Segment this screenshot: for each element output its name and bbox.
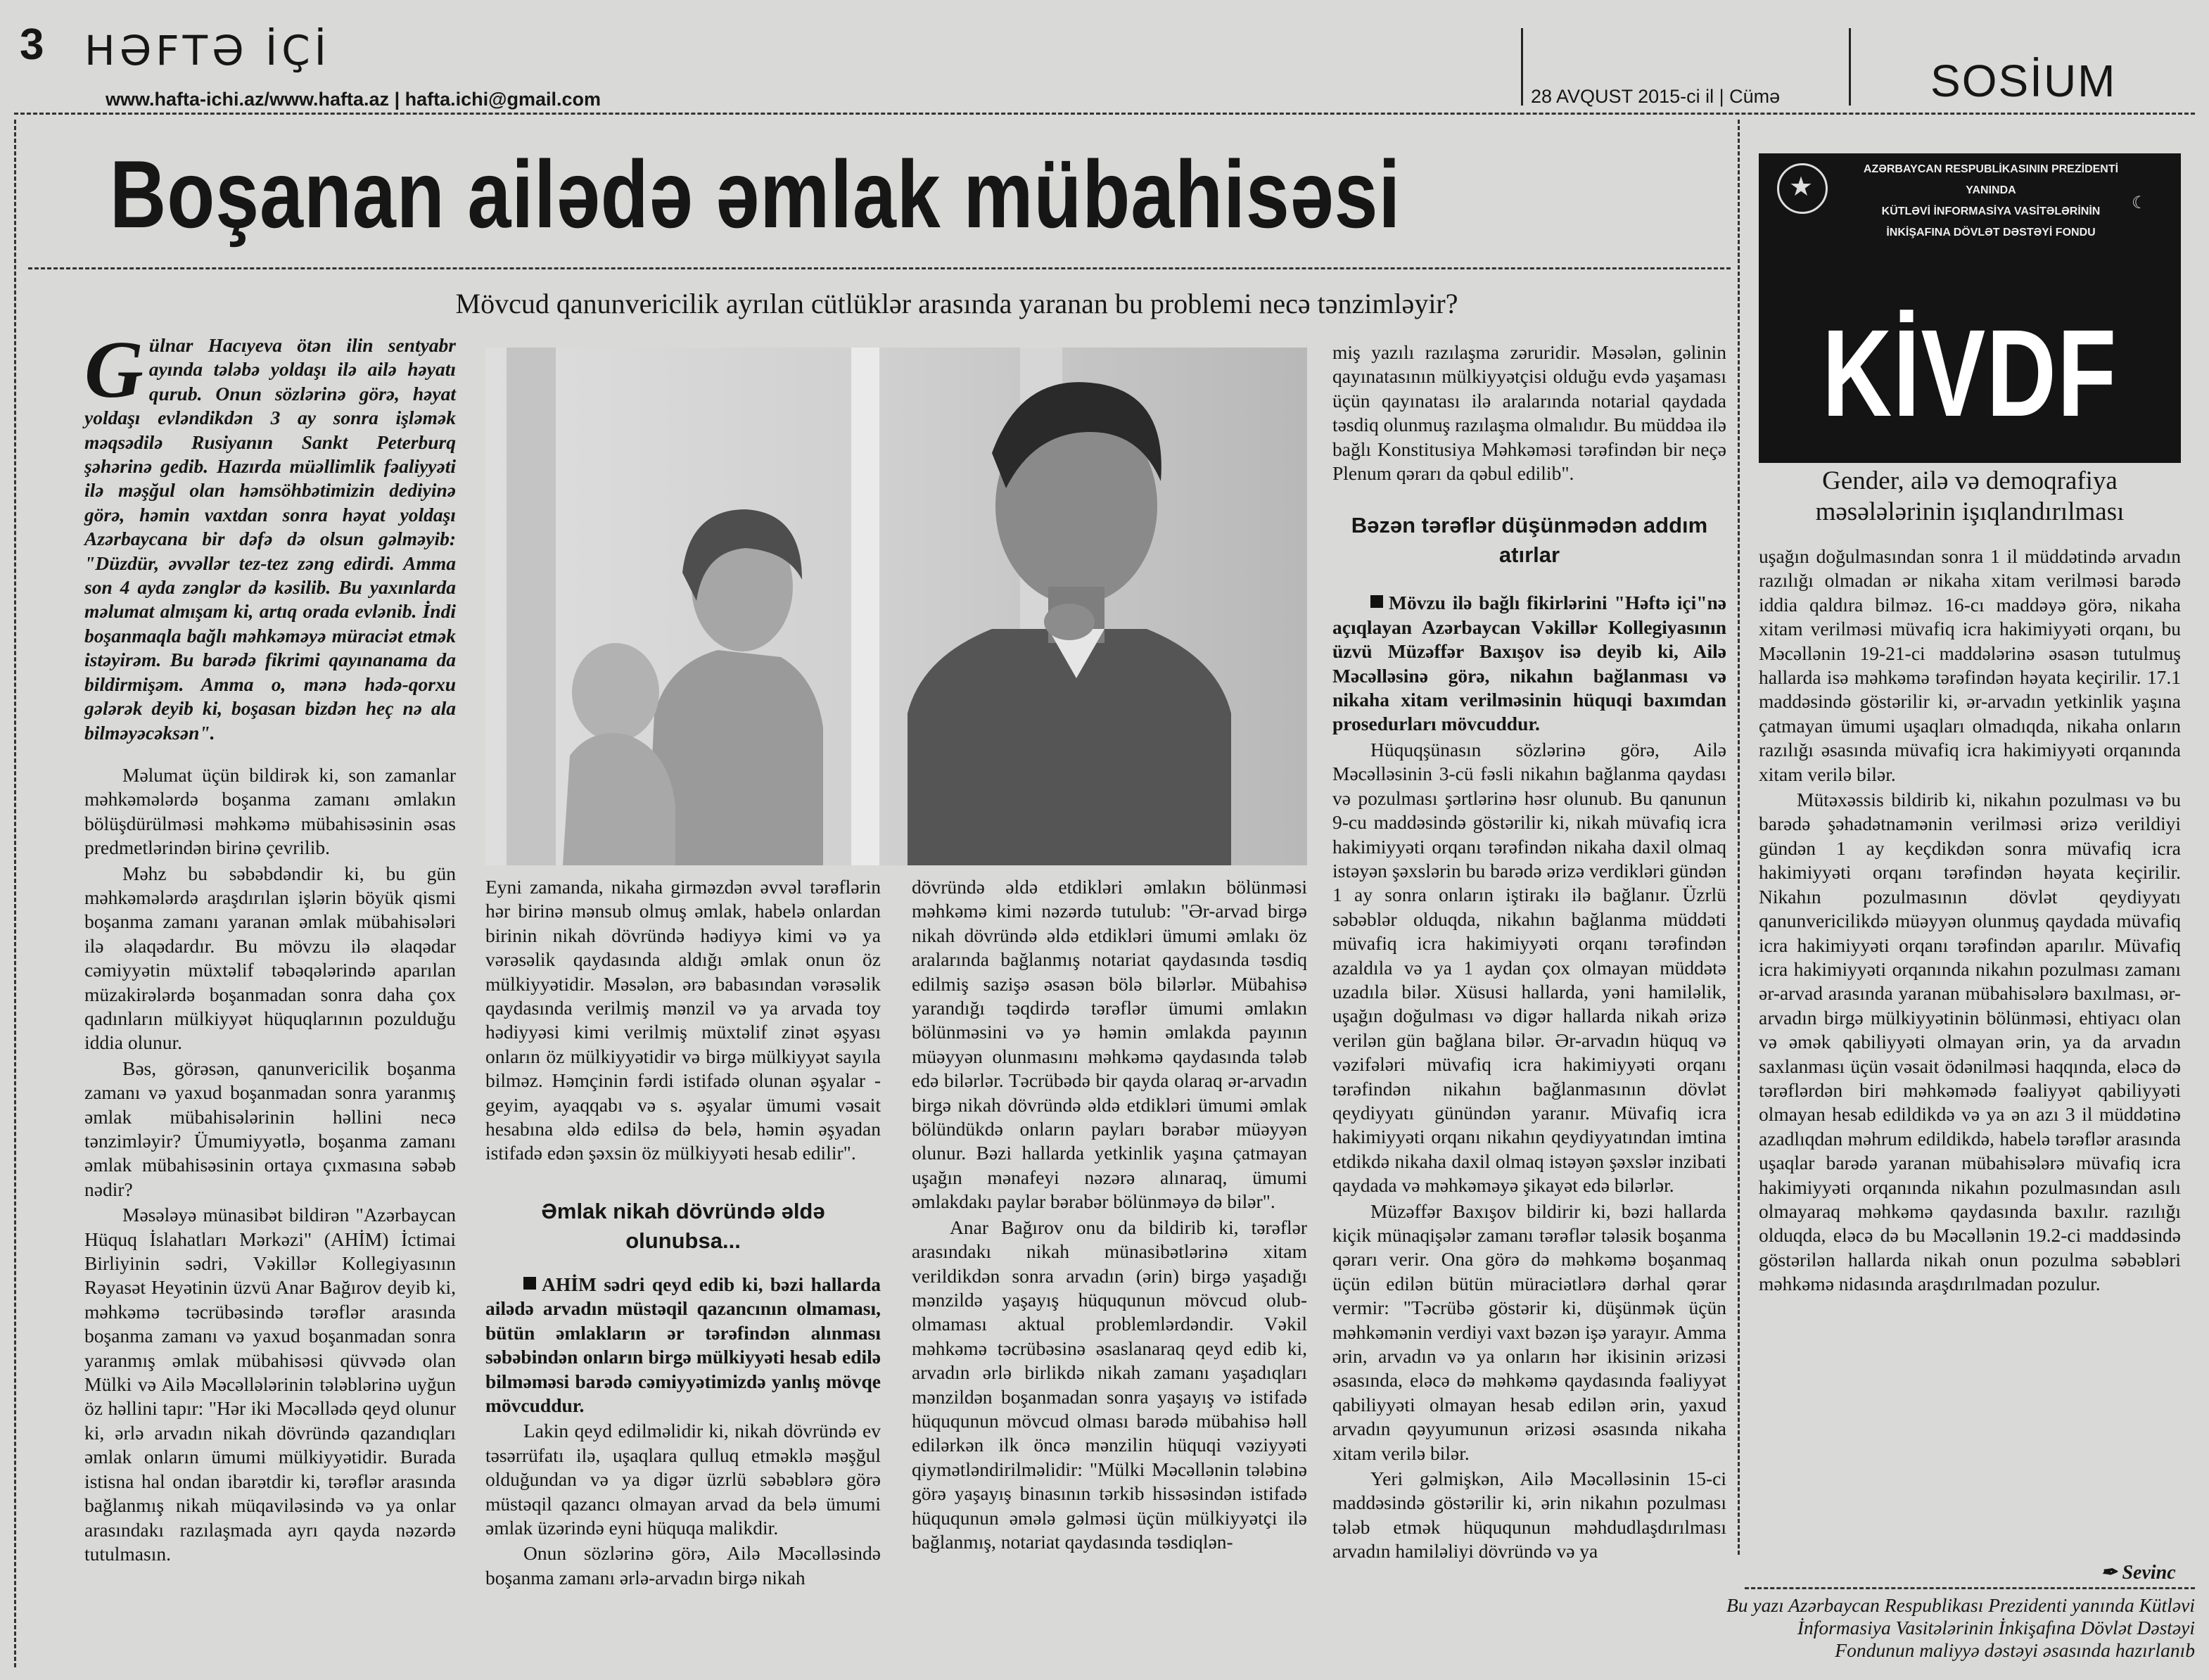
bold-paragraph-text: AHİM sədri qeyd edib ki, bəzi hallarda ailədə arvadın müstəqil qazancının olmaması, bütün əmlakların ər tərəfindən alınması səbəbindən onların birgə mülkiyyəti hesab edilə bilməməsi barədə cəmiyyətimizdə yanlış mövqe mövcuddur. — [485, 1273, 881, 1416]
header-divider — [1521, 28, 1523, 106]
body-paragraph: Yeri gəlmişkən, Ailə Məcəlləsinin 15-ci maddəsində göstərilir ki, ərin nikahın pozulması tələb etmək hüququnun məhdudlaşdırılması arvadın hamiləliyi dövründə və ya — [1332, 1468, 1726, 1563]
page-dashed-border — [14, 120, 16, 1667]
article-headline: Boşanan ailədə əmlak mübahisəsi — [109, 141, 1401, 248]
drop-cap: G — [84, 325, 144, 415]
newspaper-brand: HƏFTƏ İÇİ — [84, 27, 331, 75]
kivdf-organization — [1850, 159, 2132, 243]
article-column-1 — [84, 325, 456, 1566]
bullet-square-icon — [523, 1277, 536, 1290]
pen-icon: ✒ — [2101, 1562, 2122, 1584]
kivdf-org-line: KÜTLƏVİ İNFORMASİYA VASİTƏLƏRİNİN — [1881, 205, 2101, 217]
body-paragraph: Məlumat üçün bildirək ki, son zamanlar məhkəmələrdə boşanma zamanı əmlakın bölüşdürülməsi məhkəmə mübahisəsinin əsas predmetlərindən birinə çevrilib. — [84, 763, 456, 859]
crescent-icon: ☾ — [2132, 194, 2147, 212]
kivdf-title: KİVDF — [1822, 305, 2118, 443]
body-paragraph: Bəs, görəsən, qanunvericilik boşanma zamanı və yaxud boşanmadan sonra yaranmış əmlak mübahisələrinin həllini necə tənzimləyir? Ümumiyyətlə, boşanma zamanı əmlak mübahisəsinin ortaya çıxmasına səbəb nədir? — [84, 1057, 456, 1200]
article-photo — [485, 348, 1307, 865]
article-column-5 — [1759, 545, 2181, 1297]
article-column-2 — [485, 875, 881, 1590]
kivdf-org-line: İNKİŞAFINA DÖVLƏT DƏSTƏYİ FONDU — [1886, 227, 2096, 238]
body-paragraph: Mütəxəssis bildirib ki, nikahın pozulması və bu barədə şəhadətnamənin verilməsi ərizə verildiyi gündən 1 ay keçdikdən sonra müvafiq icra hakimiyyəti orqanı tərəfindən həyata keçirilir. Nikahın pozulmasının dövlət qeydiyyatı qanunvericilikdə müəyyən olunmuş qaydada müvafiq icra hakimiyyəti orqanı tərəfindən aparılır. Müvafiq icra hakimiyyəti orqanında nikahın pozulması zamanı ər-arvad arasında yaranan mübahisələrə baxılması, ər-arvadın birgə mülkiyyətinin bölünməsi, ehtiyacı olan və əmək qabiliyyəti olmayan ərin, ya da arvadın saxlanması üçün vəsait ödənilməsi haqqında, eləcə də tərəflərdən biri məhkəmədə fəaliyyət qabiliyyəti olmayan hesab edildikdə və ya ən azı 3 il müddətinə azadlıqdan məhrum edildikdə, habelə tərəflər arasında uşaqlar barədə yaranan mübahisələrə müvafiq icra hakimiyyəti orqanında nikahın pozulmasından asılı olmayaraq məhkəmə qaydasında baxılır. razılığı olduqda, eləcə də bu Məcəllənin 19.2-ci maddəsində göstərilən hallarda nikah onun pozulma səbəbləri məhkəmə nidasında araşdırılmadan pozulur. — [1759, 789, 2181, 1295]
bold-paragraph — [1332, 591, 1726, 736]
newspaper-urls[interactable]: www.hafta-ichi.az/www.hafta.az | hafta.ichi@gmail.com — [106, 89, 601, 110]
section-name: SOSİUM — [1930, 56, 2117, 106]
body-paragraph: Onun sözlərinə görə, Ailə Məcəlləsində boşanma zamanı ərlə-arvadın birgə nikah — [485, 1542, 881, 1589]
body-paragraph: miş yazılı razılaşma zəruridir. Məsələn, gəlinin qayınatasının mülkiyyətçisi olduğu evdə yaşaması üçün qayınatası ilə aralarında notarial qaydada təsdiq olunmuş razılaşma olmalıdır. Bu müddəa ilə bağlı Konstitusiya Məhkəməsi tərəfindən bir neçə Plenum qərarı da qəbul edilib". — [1332, 341, 1726, 485]
author-signature — [2101, 1560, 2176, 1584]
bold-paragraph-text: Mövzu ilə bağlı fikirlərini "Həftə içi"nə açıqlayan Azərbaycan Vəkillər Kollegiyasının üzvü Müzəffər Baxışov isə deyib ki, Ailə Məcəlləsinə görə, nikahın bağlanması və nikaha xitam verilməsinin hüquqi baxımdan prosedurları mövcuddur. — [1332, 592, 1726, 735]
article-column-3 — [912, 875, 1307, 1554]
funding-footnote: Bu yazı Azərbaycan Respublikası Prezidenti yanında Kütləvi İnformasiya Vasitələrinin İnkişafına Dövlət Dəstəyi Fondunun maliyyə dəstəyi əsasında hazırlanıb — [1726, 1594, 2195, 1661]
body-paragraph: Məhz bu səbəbdəndir ki, bu gün məhkəmələrdə araşdırılan işlərin böyük qismi boşanma zamanı yaranan əmlak mübahisələri ilə əlaqədardır. Bu mövzu ilə əlaqədar cəmiyyətin müxtəlif təbəqələrində aparılan müzakirələrdə boşanmadan sonra daha çox qadınların mülkiyyət hüquqlarının pozulduğu iddia olunur. — [84, 862, 456, 1054]
bold-paragraph — [485, 1273, 881, 1418]
body-paragraph: Hüquqşünasın sözlərinə görə, Ailə Məcəlləsinin 3-cü fəsli nikahın bağlanma qaydası və pozulması şərtlərinə həsr olunub. Bu qanunun 9-cu maddəsində göstərilir ki, nikah müvafiq icra hakimiyyəti orqanı tərəfindən nikaha daxil olmaq istəyən şəxslərin bu barədə ərizə verdikləri gündən 1 ay sonra onların iştirakı ilə bağlanır. Üzrlü səbəblər olduqda, nikahın bağlanma müddəti müvafiq icra hakimiyyəti orqanı tərəfindən azaldıla və ya 1 aydan çox olmayan müddətə uzadıla bilər. Xüsusi hallarda, yəni hamiləlik, uşağın doğulması və digər hallarda nikah ərizə verilən gün bağlana bilər. Ər-arvadın hüquq və vəzifələri müvafiq icra hakimiyyəti orqanı tərəfindən nikahın bağlanmasının dövlət qeydiyyatı günündən yaranır. Müvafiq icra hakimiyyəti orqanı nikahın qeydiyyatından imtina etdikdə nikaha daxil olmaq istəyən şəxslər inzibati qaydada və məhkəməyə şikayət edə bilərlər. — [1332, 738, 1726, 1197]
article-column-4 — [1332, 341, 1726, 1564]
body-paragraph: uşağın doğulmasından sonra 1 il müddətində arvadın razılığı olmadan ər nikaha xitam verilməsi barədə iddia qaldıra bilməz. 16-cı maddəyə görə, nikaha xitam verilməsi müvafiq icra hakimiyyəti orqanı, bu Məcəllənin 19-21-ci maddələrinə əsasən tutulmuş hallarda isə məhkəmə tərəfindən həyata keçirilir. 17.1 maddəsində göstərilir ki, ər-arvadın yetkinlik yaşına çatmayan ümumi uşaqları olmadıqda, nikaha onların razılığı əsasında müvafiq icra hakimiyyəti orqanında xitam verilə bilər. — [1759, 545, 2181, 785]
body-paragraph: Müzəffər Baxışov bildirir ki, bəzi hallarda kiçik münaqişələr zamanı tərəflər tələsik boşanma qərarı verir. Ona görə də məhkəmə boşanmaq üçün edilən bütün müraciətlərə dərhal qərar vermir: "Təcrübə göstərir ki, düşünmək üçün məhkəmənin verdiyi vaxt bəzən işə yarayır. Amma ərin, arvadın və ya onların hər ikisinin ərizəsi əsasında, eləcə də məhkəmə qaydasında fəaliyyət qabiliyyəti olmayan hesab edilən ərin, yaxud arvadın qəyyumunun ərizəsi əsasında nikaha xitam verilə bilər. — [1332, 1199, 1726, 1464]
kivdf-org-line: AZƏRBAYCAN RESPUBLİKASININ PREZİDENTİ YANINDA — [1863, 163, 2119, 196]
state-emblem-icon — [1777, 163, 1828, 214]
bullet-square-icon — [1370, 595, 1383, 608]
section-subtitle: Əmlak nikah dövründə əldə olunubsa... — [541, 1198, 825, 1253]
header-dashed-rule — [14, 113, 2195, 115]
footnote-dashed-rule — [1745, 1587, 2195, 1589]
article-subheadline: Mövcud qanunvericilik ayrılan cütlüklər arasında yaranan bu problemi necə tənzimləyir? — [455, 288, 1458, 319]
body-paragraph: dövründə əldə etdikləri əmlakın bölünməsi məhkəmə kimi nəzərdə tutulub: "Ər-arvad birgə nikah dövründə əldə etdikləri ümumi əmlakı öz aralarında bağlanmış notariat qaydasında təsdiq edilmiş sazişə əsasən bölə bilərlər. Mübahisə yarandığı təqdirdə tərəflər ümumi əmlakın bölünməsini və yə həmin əmlakda payının müəyyən olunmasını məhkəmə qaydasında tələb edə bilərlər. Təcrübədə bir qayda olaraq ər-arvadın birgə nikah dövründə əldə etdikləri ümumi əmlak bölündükdə onların payları bərabər müəyyən olunur. Bəzi hallarda yetkinlik yaşına çatmayan uşağın mənafeyi nəzərə alınaraq, ümumi əmlakdakı paylar bərabər bölünməyə də bilər". — [912, 876, 1307, 1213]
kivdf-tagline: Gender, ailə və demoqrafiya məsələlərinin işıqlandırılması — [1815, 466, 2125, 526]
page-number: 3 — [20, 20, 44, 69]
author-name: Sevinc — [2122, 1562, 2176, 1584]
issue-date: 28 AVQUST 2015-ci il | Cümə — [1531, 86, 1781, 107]
header-divider — [1849, 28, 1851, 106]
body-paragraph: Eyni zamanda, nikaha girməzdən əvvəl tərəflərin hər birinə mənsub olmuş əmlak, habelə onlardan birinin nikah dövründə hədiyyə kimi və ya vərəsəlik qaydasında aldığı əmlak onun öz mülkiyyətidir. Məsələn, ərə babasından vərəsəlik qaydasında verilmiş mənzil və ya arvada toy hədiyyəsi kimi verilmiş müxtəlif zinət əşyası onların öz mülkiyyətidir və birgə mülkiyyət sayıla bilməz. Həmçinin fərdi istifadə olunan əşyalar - geyim, ayaqqabı və s. əşyalar ümumi vəsait hesabına əldə edilsə də belə, həmin əşyadan istifadə edən şəxsin öz mülkiyyəti hesab edilir". — [485, 876, 881, 1164]
family-photo-illustration — [485, 348, 1307, 865]
headline-dashed-rule — [28, 267, 1731, 269]
body-paragraph: Lakin qeyd edilməlidir ki, nikah dövründə ev təsərrüfatı ilə, uşaqlara qulluq etməklə məşğul olduğundan və ya digər üzrlü səbəblərə görə müstəqil qazancı olmayan arvad da belə ümumi əmlak üzərində eyni hüquqa malikdir. — [485, 1420, 881, 1539]
lead-text: ülnar Hacıyeva ötən ilin sentyabr ayında tələbə yoldaşı ilə ailə həyatı qurub. Onun sözlərinə görə, həyat yoldaşı evləndikdən 3 ay sonra işləmək məqsədilə Rusiyanın Sankt Peterburq şəhərinə gedib. Hazırda müəllimlik fəaliyyəti ilə məşğul olan həmsöhbətimizin dediyinə görə, həmin vaxtdan sonra həyat yoldaşı Azərbaycana bir dəfə də olsun gəlməyib: "Düzdür, əvvəllər tez-tez zəng edirdi. Amma son 4 ayda zənglər də kəsilib. Bu yaxınlarda məlumat almışam ki, artıq orada evlənib. İndi boşanmaqla bağlı məhkəməyə müraciət etmək istəyirəm. Bu barədə fikrimi qayınanama da bildirmişəm. Amma o, mənə hədə-qorxu gələrək deyib ki, boşasan bizdən heç nə ala bilməyəcəksən". — [84, 334, 456, 744]
section-subtitle: Bəzən tərəflər düşünmədən addım atırlar — [1351, 513, 1708, 568]
body-paragraph: Anar Bağırov onu da bildirib ki, tərəflər arasındakı nikah münasibətlərinə xitam verildikdən sonra arvadın (ərin) birgə yaşadığı mənzildə yaşayış hüququnun mövcud olub-olmaması aktual problemlərdəndir. Vəkil məhkəmə təcrübəsinə əsaslanaraq qeyd edib ki, arvadın ərlə birlikdə nikah zamanı yaşadıqları mənzildən boşanmadan sonra yaşayış və istifadə hüququnun mövcud olması barədə mübahisə həll edilərkən ilk öncə mənzilin hüquqi vəziyyəti qiymətləndirilməlidir: "Mülki Məcəllənin tələbinə görə yaşayış binasının tərkib hissəsindən istifadə hüququnun əmələ gəlməsi üçün mülkiyyətçi ilə bağlanmış, notariat qaydasında təsdiqlən- — [912, 1216, 1307, 1553]
lead-paragraph — [84, 325, 456, 745]
column-dashed-rule — [1738, 120, 1740, 1555]
body-paragraph: Məsələyə münasibət bildirən "Azərbaycan Hüquq İslahatları Mərkəzi" (AHİM) İctimai Birliyinin sədri, Vəkillər Kollegiyasının Rəyasət Heyətinin üzvü Anar Bağırov deyib ki, məhkəmə təcrübəsində tərəflər arasında boşanma zamanı və yaxud boşanmadan sonra yaranmış əmlak mübahisəsi qüvvədə olan Mülki və Ailə Məcəllələrinin tələblərinə uyğun öz həllini tapır: "Hər iki Məcəllədə qeyd olunur ki, ərlə arvadın nikah dövründə qazandıqları əmlak onların ümumi mülkiyyətidir. Burada istisna hal ondan ibarətdir ki, tərəflər arasında bağlanmış nikah müqaviləsində və ya onlar arasındakı razılaşmada ayrı qayda nəzərdə tutulmasın. — [84, 1204, 456, 1565]
